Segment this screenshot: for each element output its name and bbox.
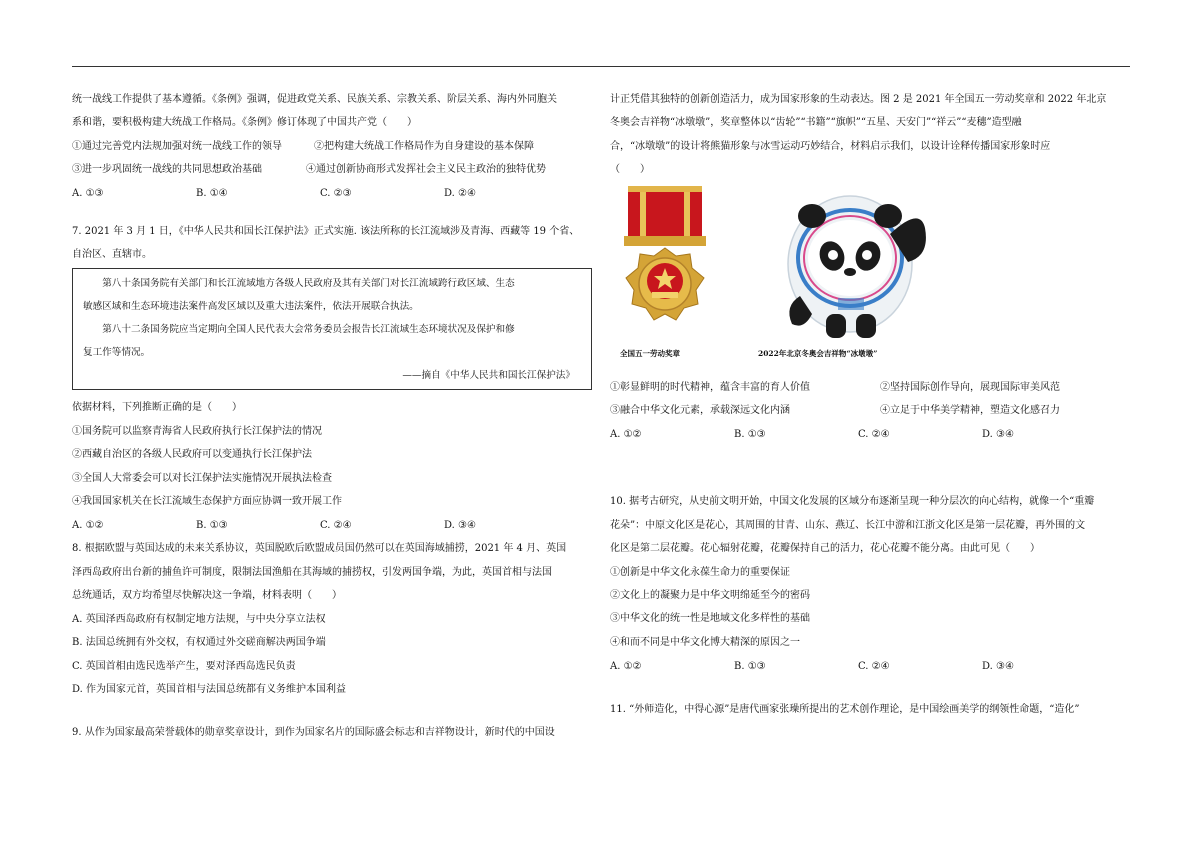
question-stem: 泽西岛政府出台新的捕鱼许可制度，限制法国渔船在其海域的捕捞权，引发两国争端，为此，英国首相与法国 xyxy=(72,566,552,578)
intro-line: 系和谐，要积极构建大统战工作格局。《条例》修订体现了中国共产党（ ） xyxy=(72,117,417,129)
choice-d: D. ②④ xyxy=(444,187,476,199)
choice-row xyxy=(72,182,592,206)
box-paragraph: 敏感区域和生态环境违法案件高发区域以及重大违法案件，依法开展联合执法。 xyxy=(83,301,419,313)
choice-c: C. 英国首相由选民选举产生，要对泽西岛选民负责 xyxy=(72,660,296,672)
option-1: ①通过完善党内法规加强对统一战线工作的领导 xyxy=(72,140,282,152)
figure-caption: 全国五一劳动奖章 xyxy=(620,348,680,358)
question-stem: 7. 2021 年 3 月 1 日，《中华人民共和国长江保护法》正式实施. 该法所称的长江流域涉及青海、西藏等 19 个省、 xyxy=(72,225,580,237)
box-source: ——摘自《中华人民共和国长江保护法》 xyxy=(402,370,575,382)
question-stem: 花朵”：中原文化区是花心，其周围的甘青、山东、燕辽、长江中游和江浙文化区是第一层花瓣，再外围的文 xyxy=(610,519,1086,531)
choice-a: A. ①③ xyxy=(72,187,104,199)
choice-c: C. ②④ xyxy=(858,660,890,672)
option-1: ①彰显鲜明的时代精神，蕴含丰富的育人价值 xyxy=(610,381,810,393)
question-stem: 计正凭借其独特的创新创造活力，成为国家形象的生动表达。图 2 是 2021 年全国五一劳动奖章和 2022 年北京 xyxy=(610,94,1107,105)
option-3: ③全国人大常委会可以对长江保护法实施情况开展执法检查 xyxy=(72,472,332,484)
intro-line: 统一战线工作提供了基本遵循。《条例》强调，促进政党关系、民族关系、宗教关系、阶层关系、海内外同胞关 xyxy=(72,94,557,105)
choice-d: D. 作为国家元首，英国首相与法国总统都有义务维护本国利益 xyxy=(72,683,347,695)
choice-a: A. ①② xyxy=(610,660,642,672)
option-4: ④我国国家机关在长江流域生态保护方面应协调一致开展工作 xyxy=(72,496,342,508)
figure-caption: 2022年北京冬奥会吉祥物“冰墩墩” xyxy=(758,348,878,358)
option-3: ③中华文化的统一性是地域文化多样性的基础 xyxy=(610,613,810,625)
choice-row xyxy=(72,513,592,537)
figure-group xyxy=(610,186,1130,376)
option-text xyxy=(610,399,1130,422)
choice-d: D. ③④ xyxy=(982,428,1014,440)
option-4: ④和而不同是中华文化博大精深的原因之一 xyxy=(610,636,800,648)
option-2: ②坚持国际创作导向，展现国际审美风范 xyxy=(880,381,1060,393)
choice-b: B. ①④ xyxy=(196,187,228,199)
right-column xyxy=(610,88,1130,722)
option-text xyxy=(72,135,592,158)
question-stem: 10. 据考古研究，从史前文明开始，中国文化发展的区域分布逐渐呈现一种分层次的向心结构，就像一个“重瓣 xyxy=(610,496,1095,508)
material-box xyxy=(72,268,592,390)
question-stem: 冬奥会吉祥物“冰墩墩”，奖章整体以“齿轮”“书籍”“旗帜”“五星、天安门”“祥云”“麦穗”造型融 xyxy=(610,117,1022,129)
option-3: ③进一步巩固统一战线的共同思想政治基础 xyxy=(72,164,262,176)
question-stem: 化区是第二层花瓣。花心辐射花瓣，花瓣保持自己的活力，花心花瓣不能分离。由此可见（ ） xyxy=(610,543,1040,555)
choice-b: B. ①③ xyxy=(734,428,766,440)
option-4: ④立足于中华美学精神，塑造文化感召力 xyxy=(880,405,1060,417)
choice-row xyxy=(610,654,1130,678)
option-1: ①国务院可以监察青海省人民政府执行长江保护法的情况 xyxy=(72,425,322,437)
box-paragraph: 复工作等情况。 xyxy=(83,347,151,359)
box-paragraph: 第八十条国务院有关部门和长江流域地方各级人民政府及其有关部门对长江流域跨行政区域、生态 xyxy=(102,278,515,290)
option-2: ②西藏自治区的各级人民政府可以变通执行长江保护法 xyxy=(72,449,312,461)
choice-d: D. ③④ xyxy=(982,660,1014,672)
left-column xyxy=(72,88,592,745)
option-2: ②把构建大统战工作格局作为自身建设的基本保障 xyxy=(314,140,534,152)
labor-medal-image xyxy=(610,186,720,336)
option-4: ④通过创新协商形式发挥社会主义民主政治的独特优势 xyxy=(306,164,546,176)
choice-a: A. 英国泽西岛政府有权制定地方法规，与中央分享立法权 xyxy=(72,613,326,625)
question-ask: 依据材料，下列推断正确的是（ ） xyxy=(72,402,242,414)
option-text xyxy=(610,376,1130,399)
choice-c: C. ②③ xyxy=(320,187,352,199)
question-stem: 合，“冰墩墩”的设计将熊猫形象与冰雪运动巧妙结合，材料启示我们，以设计诠释传播国家形象时应 xyxy=(610,140,1051,152)
question-stem: 自治区、直辖市。 xyxy=(72,249,152,261)
choice-a: A. ①② xyxy=(610,428,642,440)
question-stem: 11. “外师造化，中得心源”是唐代画家张璪所提出的艺术创作理论，是中国绘画美学的纲领性命题，“造化” xyxy=(610,704,1080,716)
choice-b: B. 法国总统拥有外交权，有权通过外交磋商解决两国争端 xyxy=(72,637,326,649)
question-stem: 9. 从作为国家最高荣誉载体的勋章奖章设计，到作为国家名片的国际盛会标志和吉祥物设计，新时代的中国设 xyxy=(72,727,555,739)
choice-b: B. ①③ xyxy=(196,519,228,531)
box-paragraph: 第八十二条国务院应当定期向全国人民代表大会常务委员会报告长江流域生态环境状况及保护和修 xyxy=(102,324,515,336)
option-2: ②文化上的凝聚力是中华文明绵延至今的密码 xyxy=(610,590,810,602)
question-stem: （ ） xyxy=(610,164,650,176)
choice-d: D. ③④ xyxy=(444,519,476,531)
option-3: ③融合中华文化元素，承载深远文化内涵 xyxy=(610,405,790,417)
choice-a: A. ①② xyxy=(72,519,104,531)
option-text xyxy=(72,158,592,181)
question-stem: 总统通话，双方均希望尽快解决这一争端，材料表明（ ） xyxy=(72,590,342,602)
choice-c: C. ②④ xyxy=(320,519,352,531)
option-1: ①创新是中华文化永葆生命力的重要保证 xyxy=(610,566,790,578)
bing-dwen-dwen-image xyxy=(770,186,940,341)
header-rule xyxy=(72,66,1130,67)
choice-c: C. ②④ xyxy=(858,428,890,440)
question-stem: 8. 根据欧盟与英国达成的未来关系协议，英国脱欧后欧盟成员国仍然可以在英国海域捕捞，2021 年 4 月、英国 xyxy=(72,543,567,555)
choice-b: B. ①③ xyxy=(734,660,766,672)
choice-row xyxy=(610,422,1130,446)
